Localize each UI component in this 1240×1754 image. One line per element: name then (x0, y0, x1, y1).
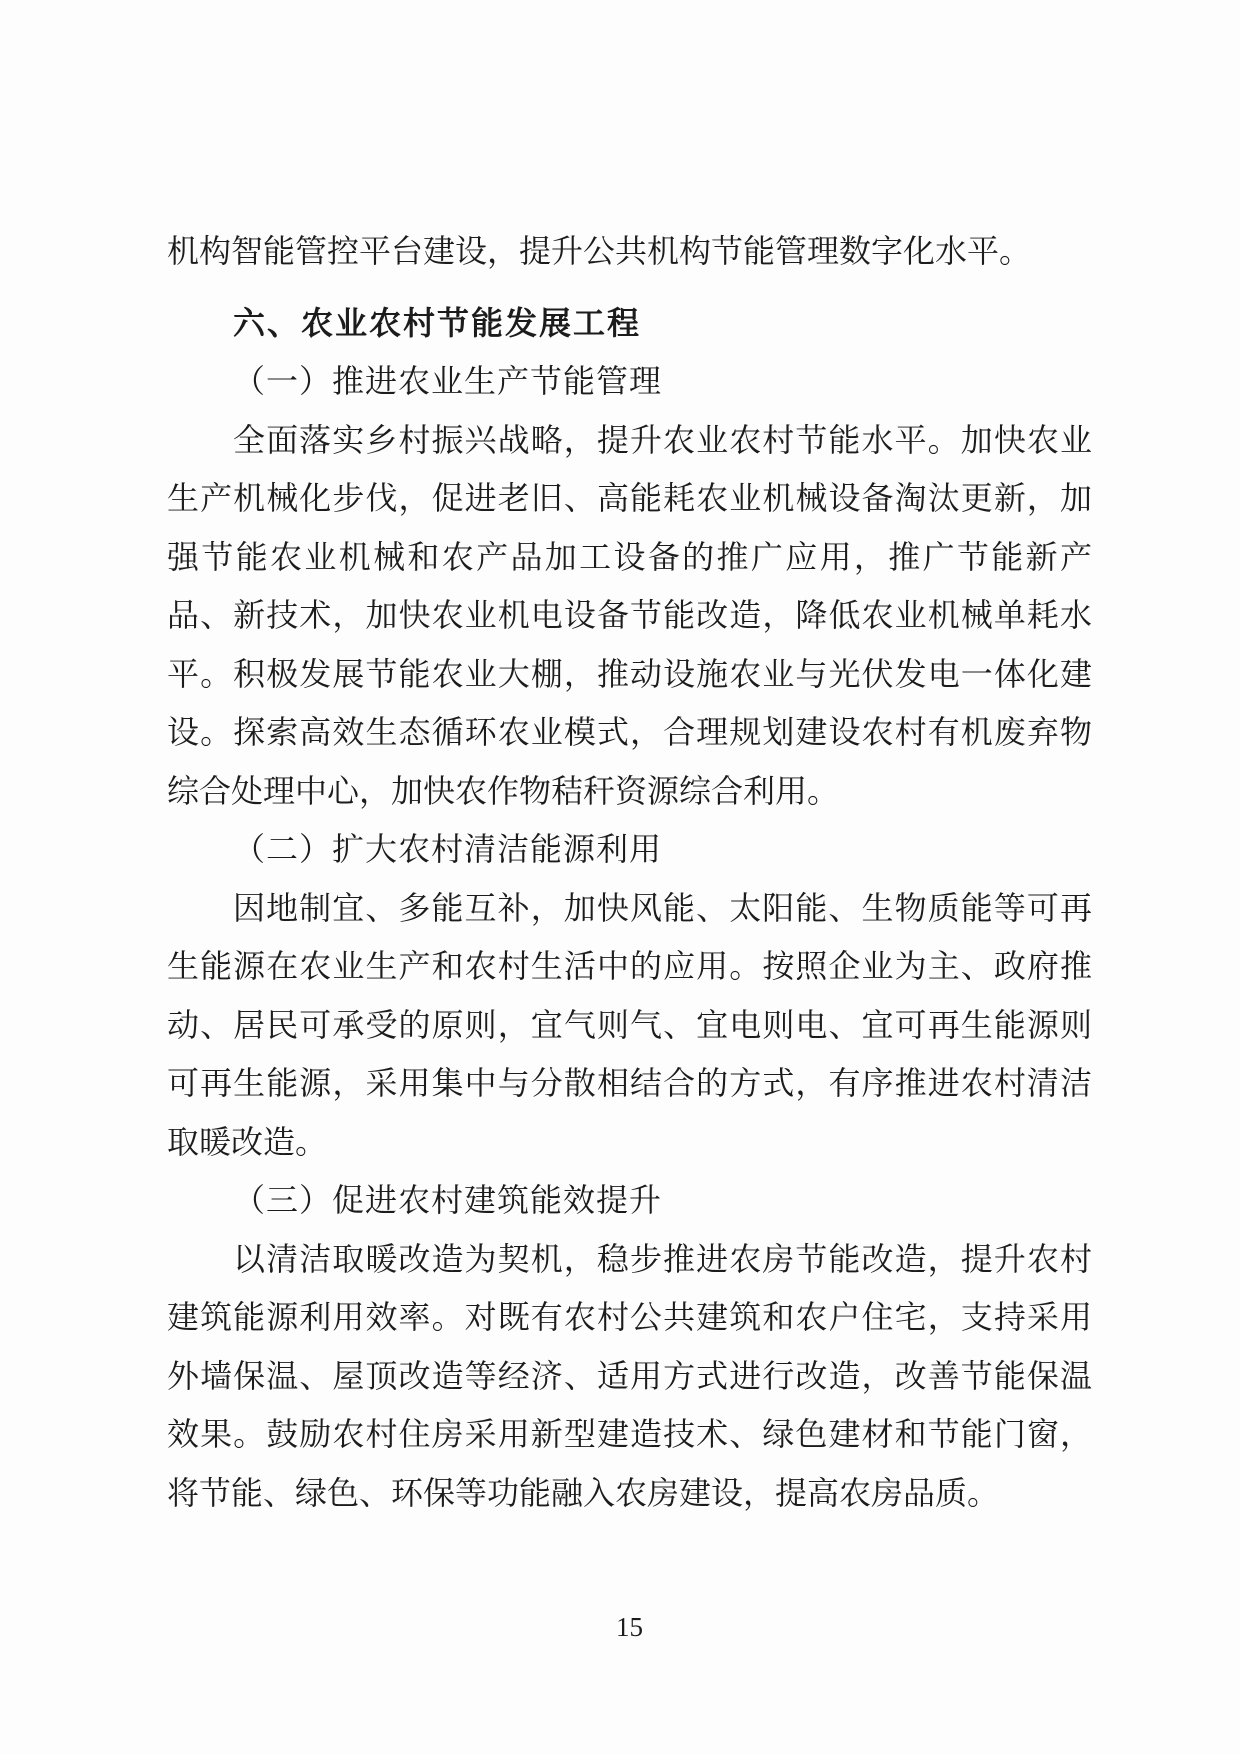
body-text-line: 品、新技术，加快农业机电设备节能改造，降低农业机械单耗水 (167, 597, 1092, 633)
body-text-line: 全面落实乡村振兴战略，提升农业农村节能水平。加快农业 (233, 421, 1092, 458)
subsection-heading: （一）推进农业生产节能管理 (233, 363, 663, 399)
body-text-line: 动、居民可承受的原则，宜气则气、宜电则电、宜可再生能源则 (167, 1006, 1092, 1043)
section-heading: 六、农业农村节能发展工程 (233, 304, 642, 341)
body-text-line: 生产机械化步伐，促进老旧、高能耗农业机械设备淘汰更新，加 (167, 480, 1092, 516)
body-text-line: 效果。鼓励农村住房采用新型建造技术、绿色建材和节能门窗， (167, 1416, 1092, 1452)
body-text-line: 生能源在农业生产和农村生活中的应用。按照企业为主、政府推 (167, 948, 1092, 984)
page-number: 15 (616, 1612, 643, 1642)
document-text-block (167, 222, 1092, 1522)
body-text-line: 平。积极发展节能农业大棚，推动设施农业与光伏发电一体化建 (167, 655, 1092, 692)
body-text-line: 可再生能源，采用集中与分散相结合的方式，有序推进农村清洁 (167, 1065, 1092, 1101)
body-text-line: 综合处理中心，加快农作物秸秆资源综合利用。 (167, 772, 840, 809)
body-text-line: 因地制宜、多能互补，加快风能、太阳能、生物质能等可再 (233, 889, 1092, 926)
body-text-line: 取暖改造。 (167, 1123, 328, 1160)
body-text-line: 机构智能管控平台建设，提升公共机构节能管理数字化水平。 (167, 233, 1032, 269)
subsection-heading: （二）扩大农村清洁能源利用 (233, 831, 663, 867)
body-text-line: 外墙保温、屋顶改造等经济、适用方式进行改造，改善节能保温 (167, 1357, 1092, 1394)
body-text-line: 建筑能源利用效率。对既有农村公共建筑和农户住宅，支持采用 (167, 1299, 1092, 1335)
body-text-line: 强节能农业机械和农产品加工设备的推广应用，推广节能新产 (167, 538, 1092, 575)
body-text-line: 将节能、绿色、环保等功能融入农房建设，提高农房品质。 (167, 1474, 1000, 1511)
subsection-heading: （三）促进农村建筑能效提升 (233, 1182, 663, 1218)
body-text-line: 设。探索高效生态循环农业模式，合理规划建设农村有机废弃物 (167, 714, 1092, 750)
body-text-line: 以清洁取暖改造为契机，稳步推进农房节能改造，提升农村 (233, 1240, 1092, 1277)
